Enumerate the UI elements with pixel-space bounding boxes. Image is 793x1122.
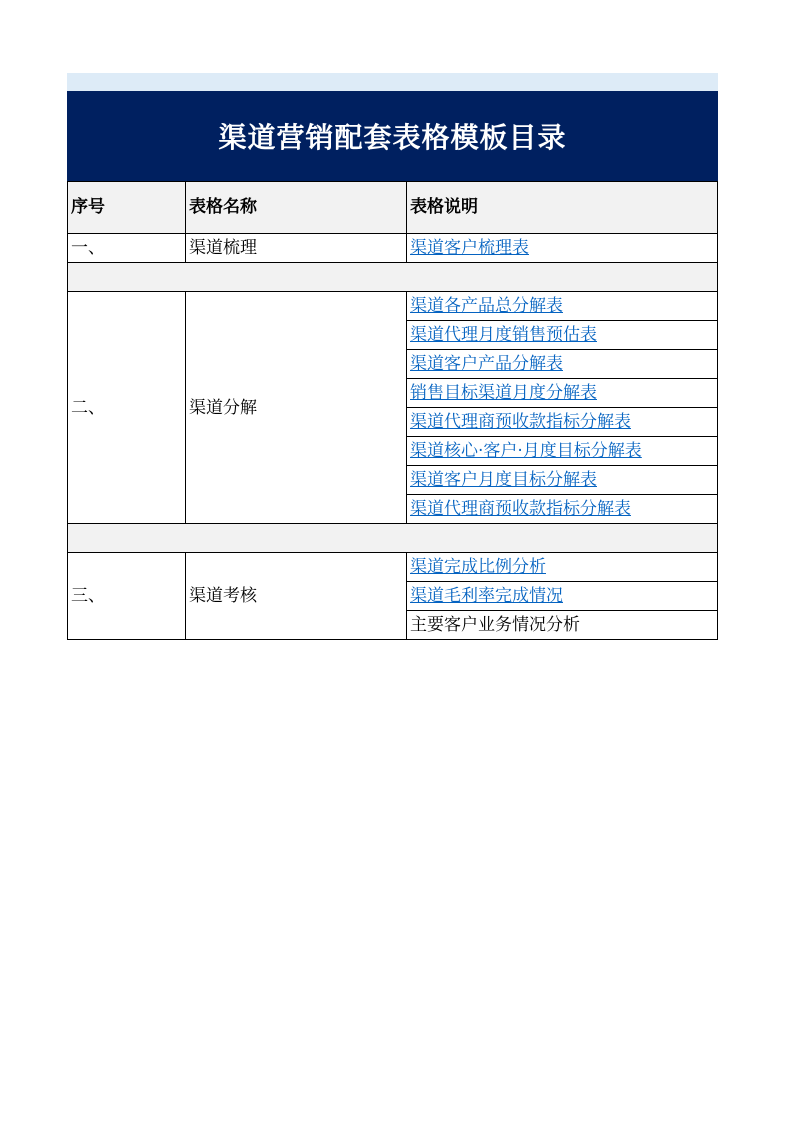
- sheet-link[interactable]: 渠道客户梳理表: [410, 238, 529, 258]
- sheet-link[interactable]: 渠道核心·客户·月度目标分解表: [410, 441, 642, 461]
- sheet-link[interactable]: 渠道客户月度目标分解表: [410, 470, 597, 490]
- item-cell: [407, 234, 718, 263]
- item-cell: [407, 553, 718, 582]
- header-no: 序号: [68, 182, 186, 234]
- catalog-sheet: [67, 73, 718, 640]
- top-band: [67, 73, 718, 91]
- item-cell: [407, 292, 718, 321]
- table-row: [68, 234, 718, 263]
- table-row: [68, 553, 718, 582]
- section-name: 渠道梳理: [186, 234, 407, 263]
- item-cell: [407, 582, 718, 611]
- sheet-link[interactable]: 渠道代理商预收款指标分解表: [410, 412, 631, 432]
- sheet-link[interactable]: 渠道各产品总分解表: [410, 296, 563, 316]
- item-cell: [407, 611, 718, 640]
- item-cell: [407, 379, 718, 408]
- sheet-link[interactable]: 渠道完成比例分析: [410, 557, 546, 577]
- page-title: 渠道营销配套表格模板目录: [67, 91, 718, 181]
- section-spacer-row: [68, 524, 718, 553]
- table-row: [68, 292, 718, 321]
- sheet-link[interactable]: 渠道毛利率完成情况: [410, 586, 563, 606]
- spacer-cell: [68, 524, 718, 553]
- table-header-row: [68, 182, 718, 234]
- section-number: 三、: [68, 553, 186, 640]
- sheet-link[interactable]: 渠道代理月度销售预估表: [410, 325, 597, 345]
- item-cell: [407, 350, 718, 379]
- sheet-link[interactable]: 渠道代理商预收款指标分解表: [410, 499, 631, 519]
- item-cell: [407, 321, 718, 350]
- header-name: 表格名称: [186, 182, 407, 234]
- item-cell: [407, 495, 718, 524]
- header-desc: 表格说明: [407, 182, 718, 234]
- spacer-cell: [68, 263, 718, 292]
- section-spacer-row: [68, 263, 718, 292]
- catalog-table: [67, 181, 718, 640]
- item-cell: [407, 437, 718, 466]
- sheet-link[interactable]: 渠道客户产品分解表: [410, 354, 563, 374]
- item-cell: [407, 408, 718, 437]
- sheet-link[interactable]: 销售目标渠道月度分解表: [410, 383, 597, 403]
- section-name: 渠道考核: [186, 553, 407, 640]
- section-name: 渠道分解: [186, 292, 407, 524]
- item-cell: [407, 466, 718, 495]
- item-label: 主要客户业务情况分析: [410, 615, 580, 635]
- section-number: 一、: [68, 234, 186, 263]
- section-number: 二、: [68, 292, 186, 524]
